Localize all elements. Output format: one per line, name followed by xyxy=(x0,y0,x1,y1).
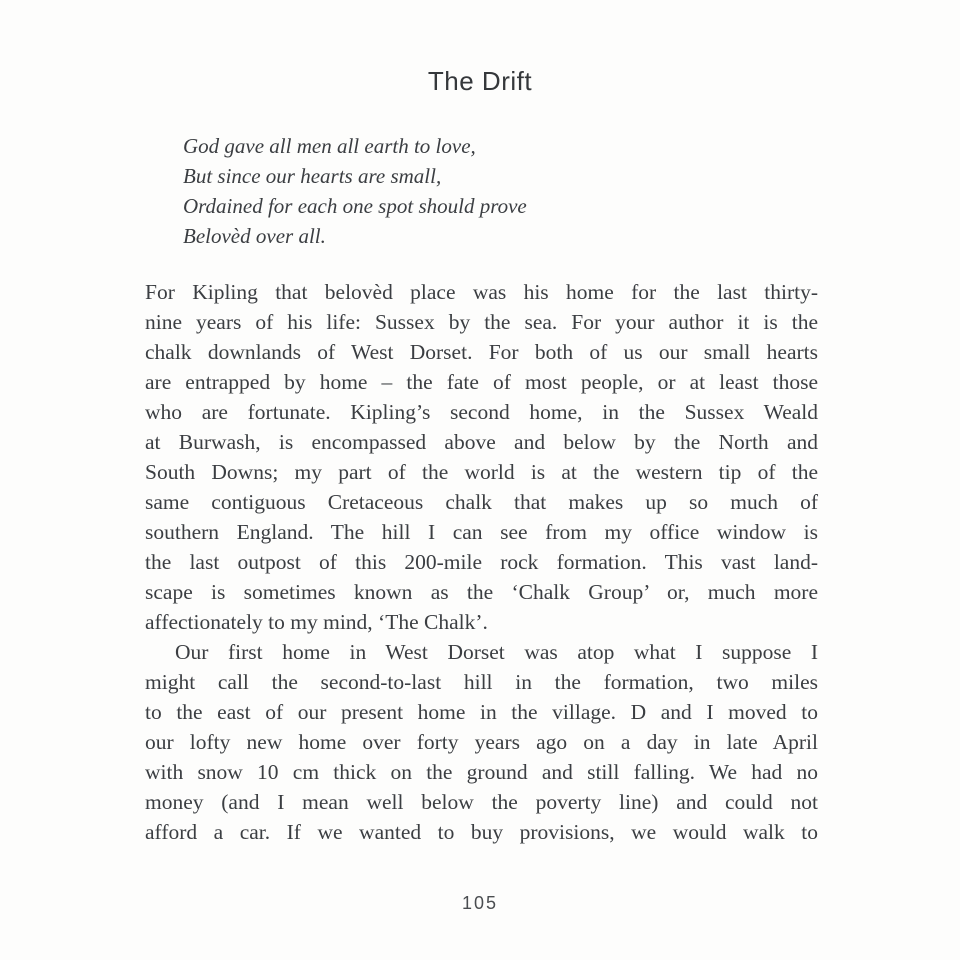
body-line: affectionately to my mind, ‘The Chalk’. xyxy=(145,610,488,634)
epigraph-line: Ordained for each one spot should prove xyxy=(183,194,527,218)
body-line: who are fortunate. Kipling’s second home, in the Sussex Weald xyxy=(145,400,818,424)
page-number: 105 xyxy=(461,893,499,913)
body-line: Our first home in West Dorset was atop what I suppose I xyxy=(175,640,818,664)
body-line: same contiguous Cretaceous chalk that makes up so much of xyxy=(145,490,818,514)
body-line: to the east of our present home in the village. D and I moved to xyxy=(145,700,818,724)
epigraph xyxy=(183,131,527,251)
body-line: with snow 10 cm thick on the ground and still falling. We had no xyxy=(145,760,818,784)
body-line: money (and I mean well below the poverty line) and could not xyxy=(145,790,818,814)
body-line: nine years of his life: Sussex by the sea. For your author it is the xyxy=(145,310,818,334)
chapter-title: The Drift xyxy=(427,66,533,96)
body-line: southern England. The hill I can see from my office window is xyxy=(145,520,818,544)
body-line: our lofty new home over forty years ago on a day in late April xyxy=(145,730,818,754)
body-line: For Kipling that belovèd place was his home for the last thirty- xyxy=(145,280,818,304)
epigraph-line: But since our hearts are small, xyxy=(183,164,442,188)
epigraph-line: Belovèd over all. xyxy=(183,224,326,248)
body-line: scape is sometimes known as the ‘Chalk Group’ or, much more xyxy=(145,580,818,604)
body-line: the last outpost of this 200-mile rock formation. This vast land- xyxy=(145,550,818,574)
body-line: might call the second-to-last hill in the formation, two miles xyxy=(145,670,818,694)
body-line: South Downs; my part of the world is at the western tip of the xyxy=(145,460,818,484)
paragraph xyxy=(145,637,818,847)
body-line: afford a car. If we wanted to buy provisions, we would walk to xyxy=(145,820,818,844)
body-line: at Burwash, is encompassed above and below by the North and xyxy=(145,430,818,454)
body-line: chalk downlands of West Dorset. For both of us our small hearts xyxy=(145,340,818,364)
epigraph-line: God gave all men all earth to love, xyxy=(183,134,476,158)
paragraph xyxy=(145,277,818,637)
body-line: are entrapped by home – the fate of most people, or at least those xyxy=(145,370,818,394)
body-text xyxy=(145,277,818,847)
